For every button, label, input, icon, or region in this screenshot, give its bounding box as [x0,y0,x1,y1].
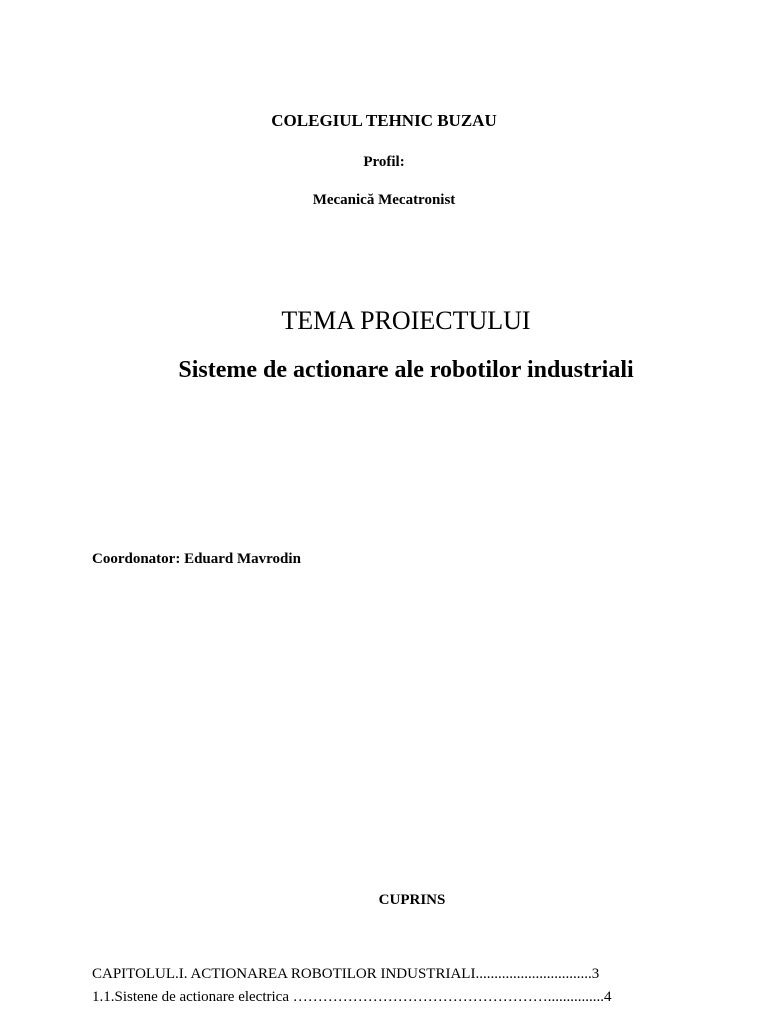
coordinator-line: Coordonator: Eduard Mavrodin [92,551,301,567]
school-name: COLEGIUL TEHNIC BUZAU [271,111,497,130]
toc-heading: CUPRINS [378,892,446,908]
toc-entry-chapter-1: CAPITOLUL.I. ACTIONAREA ROBOTILOR INDUSTRIALI...............................3 [92,966,600,982]
toc-entry-section-1-1: 1.1.Sistene de actionare electrica ……………………………………………...............4 [92,989,612,1005]
profile-label: Profil: [363,154,405,170]
project-heading: TEMA PROIECTULUI [281,306,531,335]
profile-value: Mecanică Mecatronist [312,192,456,208]
project-title: Sisteme de actionare ale robotilor industriali [178,357,634,383]
